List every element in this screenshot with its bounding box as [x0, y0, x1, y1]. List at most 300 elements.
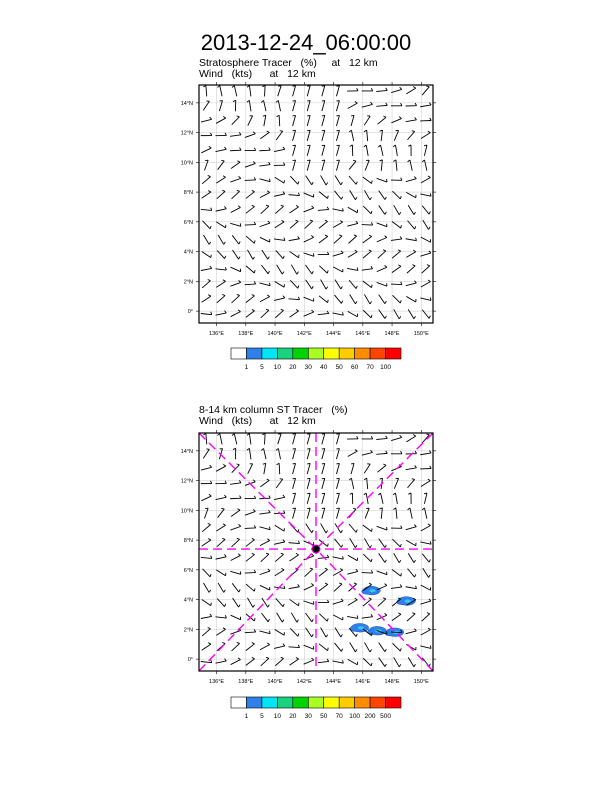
wind-barb [201, 614, 212, 618]
wind-barb [322, 508, 325, 519]
wind-barb-shaft [246, 540, 255, 547]
wind-barb-feather [223, 464, 225, 466]
wind-barb-feather [399, 664, 401, 667]
wind-barb [246, 538, 255, 546]
wind-barb [393, 508, 397, 519]
wind-barb-shaft [245, 632, 256, 633]
x-tick-label: 150°E [413, 679, 429, 685]
wind-barb-shaft [406, 631, 417, 634]
wind-barb-shaft [408, 553, 414, 562]
wind-barb [233, 448, 236, 459]
colorbar-swatch [324, 697, 339, 708]
wind-barb-shaft [336, 508, 339, 519]
wind-barb-shaft [204, 508, 208, 518]
wind-barb [378, 464, 387, 472]
colorbar-label: 20 [289, 364, 297, 371]
wind-barb-feather [237, 642, 240, 643]
wind-barb-shaft [246, 555, 255, 562]
wind-barb-shaft [348, 451, 358, 456]
wind-barb-shaft [249, 433, 250, 444]
wind-barb-feather [400, 435, 402, 437]
wind-barb [307, 449, 310, 460]
panel2-title-line2: Wind (kts) at 12 km [199, 415, 316, 427]
wind-barb-feather [370, 649, 372, 652]
wind-barb-shaft [381, 508, 382, 519]
wind-barb [336, 508, 339, 519]
wind-barb [201, 465, 212, 470]
wind-barb-feather [371, 663, 372, 666]
wind-barb-shaft [322, 493, 325, 504]
wind-barb [216, 628, 225, 635]
wind-barb-shaft [264, 463, 266, 474]
wind-barb [232, 642, 240, 651]
wind-barb [424, 493, 427, 504]
wind-barb-shaft [410, 508, 412, 519]
wind-barb-shaft [215, 617, 226, 618]
wind-barb-feather [428, 524, 431, 526]
wind-barb [202, 643, 211, 651]
wind-barb-feather [400, 648, 401, 651]
wind-barb [406, 435, 415, 442]
wind-barb-shaft [322, 478, 325, 489]
wind-barb-feather [415, 574, 416, 577]
wind-barb [348, 598, 357, 605]
wind-barb [333, 556, 344, 559]
wind-barb-feather [293, 434, 296, 435]
wind-barb-feather [336, 449, 339, 450]
wind-barb [421, 479, 430, 486]
wind-barb-shaft [305, 569, 313, 576]
wind-barb-shaft [347, 616, 358, 618]
wind-barb-shaft [260, 480, 269, 486]
wind-barb [365, 508, 369, 518]
wind-barb-shaft [422, 435, 429, 443]
wind-barb-feather [268, 605, 270, 608]
wind-barb-shaft [293, 434, 296, 445]
wind-barb-shaft [202, 540, 211, 546]
wind-barb-shaft [293, 508, 296, 519]
wind-barb-shaft [421, 630, 431, 635]
wind-barb [232, 583, 240, 592]
wind-barb-feather [372, 633, 373, 636]
colorbar-label: 40 [320, 364, 328, 371]
wind-barb-shaft [260, 585, 270, 590]
wind-barb [293, 508, 296, 519]
y-tick-label: 12°N [180, 478, 193, 485]
wind-barb-shaft [204, 583, 210, 592]
panel1-title-line2: Wind (kts) at 12 km [199, 68, 316, 80]
wind-barb [350, 493, 353, 504]
wind-barb-feather [355, 545, 357, 548]
wind-barb-feather [239, 524, 241, 526]
wind-barb-shaft [289, 587, 300, 589]
wind-barb-feather [339, 583, 342, 584]
wind-barb-shaft [336, 463, 339, 474]
wind-barb-feather [208, 628, 211, 629]
colorbar-label: 30 [304, 713, 312, 720]
wind-barb [306, 628, 314, 637]
x-tick-label: 136°E [209, 679, 225, 685]
wind-barb [364, 642, 371, 652]
wind-barb-shaft [290, 555, 299, 561]
wind-barb-shaft [377, 571, 387, 575]
wind-barb-shaft [336, 478, 339, 489]
wind-barb-feather [224, 554, 226, 556]
wind-barb-feather [369, 598, 372, 599]
wind-barb-feather [281, 657, 284, 658]
colorbar-label: 70 [335, 713, 343, 720]
wind-barb [245, 496, 256, 499]
wind-barb-shaft [216, 629, 225, 635]
wind-barb [422, 554, 430, 563]
wind-barb-shaft [201, 616, 212, 618]
wind-barb [421, 585, 431, 590]
wind-barb [406, 586, 417, 589]
wind-barb-shaft [363, 658, 371, 666]
y-tick-label: 14°N [180, 448, 193, 455]
wind-barb-shaft [305, 613, 311, 622]
wind-barb-shaft [231, 615, 241, 620]
wind-barb-feather [293, 463, 296, 464]
y-tick-label: 2°N [183, 279, 193, 286]
wind-barb-shaft [201, 662, 212, 663]
wind-barb-shaft [392, 570, 401, 577]
wind-barb-shaft [420, 646, 431, 648]
wind-barb [406, 525, 417, 530]
wind-barb-feather [247, 448, 249, 450]
wind-barb-feather [210, 614, 212, 616]
wind-barb-feather [326, 530, 328, 533]
wind-barb-feather [400, 584, 402, 586]
wind-barb-shaft [278, 448, 280, 459]
wind-barb [393, 539, 402, 547]
wind-barb-feather [252, 538, 255, 539]
wind-barb [230, 524, 240, 530]
y-tick-label: 2°N [183, 627, 193, 634]
wind-barb [276, 448, 281, 459]
wind-barb [336, 463, 339, 474]
wind-barb-feather [253, 605, 255, 608]
wind-barb-shaft [216, 497, 227, 499]
wind-barb-shaft [230, 483, 241, 484]
wind-barb [408, 553, 415, 562]
wind-barb-feather [356, 634, 357, 637]
wind-barb-feather [276, 448, 278, 450]
wind-barb [215, 615, 226, 618]
wind-barb-feather [225, 604, 226, 607]
panel1-title-line1: Stratosphere Tracer (%) at 12 km [199, 57, 378, 69]
wind-barb-feather [327, 555, 329, 558]
wind-barb-feather [401, 573, 402, 576]
wind-barb-shaft [261, 554, 269, 561]
wind-barb [394, 553, 401, 563]
wind-barb [218, 583, 225, 592]
wind-barb-feather [252, 643, 255, 644]
wind-barb-feather [283, 644, 285, 646]
wind-barb-shaft [261, 658, 269, 665]
wind-barb [351, 463, 354, 474]
wind-barb [277, 463, 280, 474]
wind-barb-shaft [420, 453, 431, 455]
wind-barb [422, 508, 427, 519]
wind-barb [333, 615, 343, 620]
wind-barb [322, 463, 325, 474]
wind-barb [322, 493, 325, 504]
wind-barb-shaft [202, 644, 211, 650]
wind-barb [377, 571, 387, 575]
wind-barb-shaft [274, 497, 285, 499]
wind-barb-shaft [303, 601, 313, 604]
wind-barb [348, 449, 358, 456]
wind-barb-shaft [350, 643, 356, 652]
wind-barb [377, 526, 387, 530]
wind-barb-shaft [232, 643, 240, 650]
wind-barb-shaft [335, 628, 341, 637]
wind-barb-feather [222, 538, 225, 539]
wind-barb [391, 584, 402, 588]
wind-barb [406, 465, 417, 469]
x-tick-label: 136°E [209, 331, 225, 337]
colorbar-swatch [231, 697, 246, 708]
wind-barb-shaft [307, 478, 310, 489]
wind-barb [363, 554, 372, 562]
wind-barb [378, 598, 386, 607]
wind-barb-shaft [406, 436, 415, 442]
wind-barb-feather [322, 434, 325, 435]
wind-barb-shaft [304, 585, 314, 590]
wind-barb [347, 616, 358, 619]
wind-barb-feather [378, 493, 380, 495]
wind-barb [349, 524, 357, 532]
wind-barb-shaft [231, 660, 241, 665]
wind-barb [217, 538, 225, 546]
y-tick-label: 12°N [180, 130, 193, 137]
colorbar-swatch [339, 697, 354, 708]
wind-barb [348, 659, 358, 664]
tracer-patch-core [404, 599, 410, 602]
wind-barb-shaft [333, 615, 343, 620]
colorbar-label: 100 [349, 713, 361, 720]
wind-barb-shaft [275, 629, 284, 635]
wind-barb-feather [208, 539, 211, 540]
wind-barb-feather [254, 618, 255, 621]
wind-barb-shaft [246, 644, 255, 651]
wind-barb-shaft [304, 660, 314, 664]
x-tick-label: 140°E [267, 331, 283, 337]
wind-barb [303, 601, 313, 604]
wind-barb [293, 478, 296, 489]
wind-barb-feather [267, 643, 269, 645]
wind-barb [202, 628, 210, 636]
wind-barb-shaft [379, 643, 385, 652]
wind-barb-feather [356, 569, 358, 571]
tracer-patch [362, 586, 381, 595]
colorbar-swatch [355, 697, 370, 708]
wind-barb [259, 510, 270, 514]
wind-barb-shaft [274, 542, 285, 544]
wind-barb [260, 479, 269, 487]
wind-barb-feather [297, 620, 299, 623]
wind-barb-shaft [291, 613, 297, 622]
wind-barb-shaft [394, 479, 398, 489]
wind-barb-feather [238, 658, 240, 660]
wind-barb-shaft [307, 463, 310, 474]
y-tick-label: 0° [187, 657, 193, 664]
wind-barb [362, 614, 373, 618]
wind-barb-shaft [260, 645, 270, 650]
x-tick-label: 146°E [355, 679, 371, 685]
wind-barb-feather [237, 538, 240, 539]
panel2-title-line1: 8-14 km column ST Tracer (%) [199, 404, 348, 416]
wind-barb-shaft [350, 538, 356, 547]
wind-barb [293, 493, 296, 504]
wind-barb-feather [351, 463, 354, 464]
y-tick-label: 0° [187, 309, 193, 316]
wind-barb-feather [371, 614, 373, 616]
wind-barb [289, 541, 300, 544]
wind-barb-feather [223, 524, 226, 526]
wind-barb [421, 524, 431, 531]
x-tick-label: 148°E [384, 331, 400, 337]
wind-barb-feather [210, 465, 212, 467]
wind-barb-feather [322, 493, 325, 494]
colorbar-label: 50 [335, 364, 343, 371]
wind-barb-shaft [336, 493, 339, 504]
wind-barb [202, 600, 212, 606]
wind-barb [260, 643, 270, 650]
wind-barb-feather [400, 544, 401, 547]
wind-barb-shaft [406, 468, 417, 470]
wind-barb-shaft [348, 659, 358, 664]
wind-barb [216, 554, 227, 559]
wind-barb-shaft [230, 630, 240, 634]
wind-barb-shaft [232, 583, 239, 592]
wind-barb [290, 658, 299, 666]
wind-barb [216, 524, 225, 531]
wind-barb-shaft [363, 554, 371, 562]
wind-barb-feather [427, 613, 430, 614]
wind-barb-feather [280, 479, 283, 480]
wind-barb-shaft [408, 657, 414, 666]
wind-barb-shaft [425, 508, 427, 519]
y-tick-label: 6°N [183, 567, 193, 574]
wind-barb-shaft [293, 478, 296, 489]
wind-barb [306, 524, 314, 533]
wind-barb-shaft [351, 478, 353, 489]
wind-barb-feather [398, 613, 401, 614]
wind-barb [362, 436, 373, 439]
wind-barb [262, 433, 265, 444]
wind-barb-feather [412, 613, 415, 614]
wind-barb-feather [239, 605, 240, 608]
wind-barb-shaft [391, 437, 402, 440]
wind-barb-shaft [230, 498, 241, 499]
wind-barb [290, 628, 299, 636]
wind-barb-shaft [260, 571, 270, 575]
wind-barb-shaft [260, 541, 270, 546]
wind-barb-feather [293, 493, 296, 494]
wind-barb-feather [208, 643, 211, 644]
wind-barb [407, 479, 414, 488]
wind-barb [275, 525, 285, 531]
wind-barb [275, 629, 285, 635]
wind-barb-feather [429, 664, 430, 667]
x-tick-label: 144°E [326, 679, 342, 685]
wind-barb-shaft [421, 525, 431, 530]
wind-barb-shaft [377, 526, 387, 530]
wind-barb [321, 628, 328, 638]
wind-barb-shaft [319, 614, 327, 622]
wind-barb-shaft [362, 452, 373, 455]
colorbar-label: 70 [366, 364, 374, 371]
wind-barb [336, 434, 339, 445]
wind-barb-shaft [392, 614, 401, 620]
wind-barb-feather [429, 559, 430, 562]
wind-barb-shaft [333, 601, 344, 604]
wind-barb-feather [266, 657, 269, 658]
wind-barb-shaft [231, 555, 241, 560]
wind-barb-shaft [393, 539, 401, 547]
wind-barb [420, 646, 431, 649]
wind-barb-feather [209, 494, 211, 496]
wind-barb-feather [385, 545, 386, 548]
wind-barb [394, 479, 398, 489]
wind-barb [407, 613, 415, 621]
wind-barb [261, 613, 269, 622]
wind-barb-feather [385, 649, 386, 652]
y-tick-label: 10°N [180, 160, 193, 167]
wind-barb-feather [266, 553, 269, 554]
colorbar-label: 30 [304, 364, 312, 371]
wind-barb-shaft [216, 661, 227, 663]
wind-barb [336, 493, 339, 504]
wind-barb-feather [412, 479, 415, 480]
wind-barb-feather [327, 618, 328, 621]
wind-barb [307, 478, 310, 489]
wind-barb-shaft [422, 554, 429, 563]
wind-barb-feather [322, 449, 325, 450]
wind-barb [217, 434, 222, 445]
wind-barb [406, 540, 416, 545]
y-tick-label: 4°N [183, 597, 193, 604]
x-tick-label: 148°E [384, 679, 400, 685]
wind-barb-feather [429, 599, 431, 601]
wind-barb-shaft [420, 601, 431, 604]
wind-barb-feather [307, 434, 310, 435]
wind-barb-feather [371, 450, 373, 452]
wind-barb [261, 553, 269, 562]
wind-barb [246, 643, 255, 651]
wind-barb [202, 539, 211, 547]
wind-barb-feather [422, 508, 424, 510]
wind-barb-shaft [394, 657, 400, 667]
wind-barb-shaft [290, 628, 298, 636]
wind-barb-shaft [289, 647, 300, 648]
wind-barb-shaft [275, 525, 284, 531]
wind-barb-shaft [422, 614, 430, 621]
wind-barb-feather [408, 508, 410, 510]
wind-barb-feather [336, 508, 339, 509]
colorbar-label: 100 [380, 364, 391, 371]
wind-barb-shaft [202, 525, 210, 532]
wind-barb-feather [385, 560, 386, 563]
wind-barb-feather [224, 590, 226, 593]
page-title: 2013-12-24_06:00:00 [200, 30, 412, 55]
colorbar-label: 10 [273, 713, 281, 720]
wind-barb-shaft [421, 585, 431, 590]
wind-barb [246, 657, 255, 665]
x-tick-label: 150°E [413, 331, 429, 337]
